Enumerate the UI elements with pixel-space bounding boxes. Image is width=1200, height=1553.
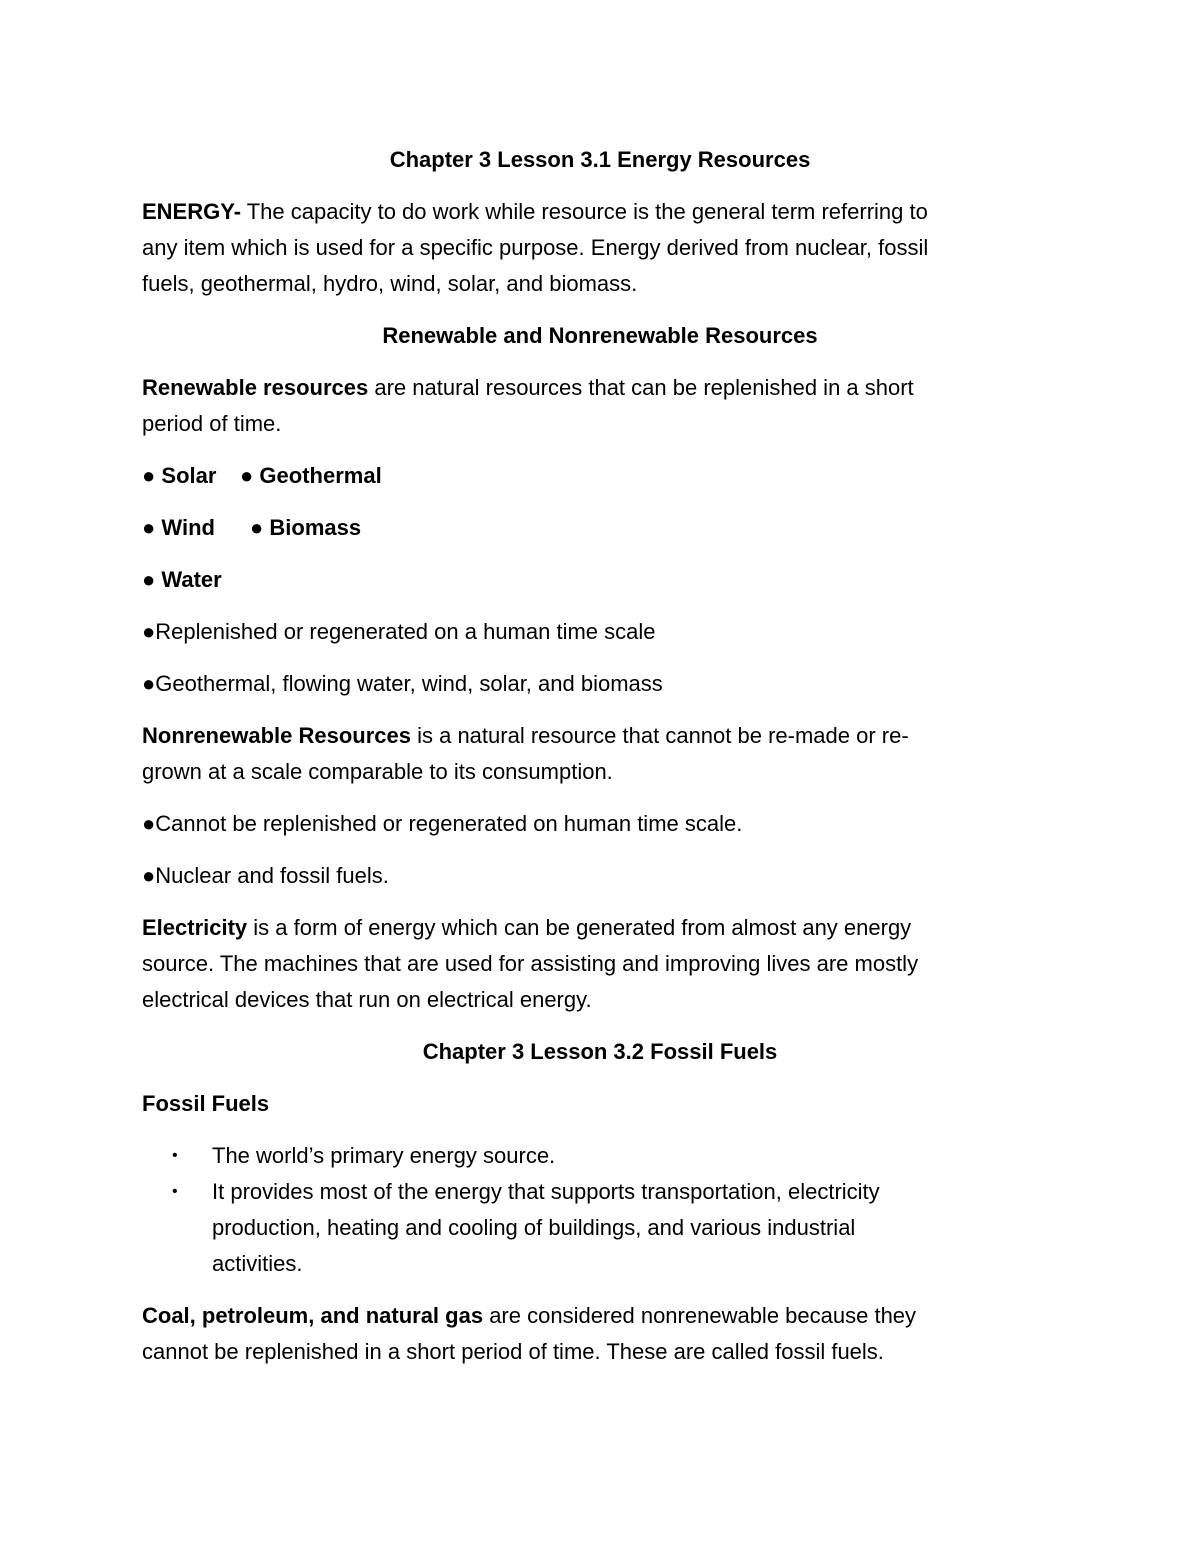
lesson2-title: Chapter 3 Lesson 3.2 Fossil Fuels <box>422 1039 778 1064</box>
nonrenewable-text-1: is a natural resource that cannot be re-made or re- <box>410 723 909 748</box>
coal-paragraph-line1 <box>142 1298 916 1334</box>
item-wind: Wind <box>161 515 215 540</box>
fossil-fuels-heading: Fossil Fuels <box>142 1091 270 1116</box>
item-biomass: Biomass <box>269 515 362 540</box>
energy-definition-line1 <box>142 194 928 230</box>
item-water: Water <box>161 567 222 592</box>
renewable-definition-line1 <box>142 370 914 406</box>
bullet-icon: ● <box>142 863 156 888</box>
item-geothermal: Geothermal <box>259 463 382 488</box>
renewable-nonrenewable-heading: Renewable and Nonrenewable Resources <box>382 323 818 348</box>
nonrenewable-term: Nonrenewable Resources <box>142 723 411 748</box>
bullet-icon: ● <box>142 671 156 696</box>
fossil-bullet-2-line2: production, heating and cooling of buildings, and various industrial <box>212 1215 856 1240</box>
energy-definition-line2: any item which is used for a specific purpose. Energy derived from nuclear, fossil <box>142 235 929 260</box>
energy-term: ENERGY- <box>142 199 242 224</box>
electricity-definition-line1 <box>142 910 911 946</box>
lesson1-title: Chapter 3 Lesson 3.1 Energy Resources <box>389 147 811 172</box>
bullet-icon: ● <box>142 463 156 488</box>
renewable-point-text: Geothermal, flowing water, wind, solar, and biomass <box>155 671 663 696</box>
nonrenewable-definition-line1 <box>142 718 909 754</box>
bullet-icon: • <box>172 1147 178 1164</box>
renewable-term: Renewable resources <box>142 375 369 400</box>
energy-text-1: The capacity to do work while resource is the general term referring to <box>241 199 928 224</box>
coal-text-1: are considered nonrenewable because they <box>483 1303 917 1328</box>
fossil-bullet-2-line3: activities. <box>212 1251 303 1276</box>
bullet-icon: ● <box>142 567 156 592</box>
item-solar: Solar <box>161 463 217 488</box>
renewable-items-row2-col2 <box>250 510 361 546</box>
renewable-items-row1 <box>142 458 216 494</box>
bullet-icon: ● <box>240 463 254 488</box>
fossil-bullet-2-text: It provides most of the energy that supports transportation, electricity <box>212 1179 880 1204</box>
fossil-bullet-1-text: The world’s primary energy source. <box>212 1143 556 1168</box>
nonrenewable-point-text: Cannot be replenished or regenerated on human time scale. <box>155 811 743 836</box>
renewable-definition-line2: period of time. <box>142 411 282 436</box>
bullet-icon: ● <box>250 515 264 540</box>
bullet-icon: ● <box>142 811 156 836</box>
electricity-term: Electricity <box>142 915 248 940</box>
energy-definition-line3: fuels, geothermal, hydro, wind, solar, and biomass. <box>142 271 638 296</box>
renewable-items-row1-col2 <box>240 458 382 494</box>
electricity-definition-line2: source. The machines that are used for assisting and improving lives are mostly <box>142 951 919 976</box>
coal-term: Coal, petroleum, and natural gas <box>142 1303 484 1328</box>
bullet-icon: • <box>172 1183 178 1200</box>
renewable-items-row3 <box>142 562 222 598</box>
renewable-point-2 <box>142 666 663 702</box>
nonrenewable-point-text: Nuclear and fossil fuels. <box>155 863 389 888</box>
bullet-icon: ● <box>142 619 156 644</box>
renewable-items-row2 <box>142 510 215 546</box>
nonrenewable-point-2 <box>142 858 389 894</box>
electricity-definition-line3: electrical devices that run on electrical energy. <box>142 987 592 1012</box>
renewable-point-1 <box>142 614 656 650</box>
coal-paragraph-line2: cannot be replenished in a short period of time. These are called fossil fuels. <box>142 1339 884 1364</box>
renewable-point-text: Replenished or regenerated on a human time scale <box>155 619 656 644</box>
renewable-text-1: are natural resources that can be replenished in a short <box>368 375 914 400</box>
bullet-icon: ● <box>142 515 156 540</box>
nonrenewable-definition-line2: grown at a scale comparable to its consumption. <box>142 759 613 784</box>
nonrenewable-point-1 <box>142 806 742 842</box>
electricity-text-1: is a form of energy which can be generated from almost any energy <box>247 915 912 940</box>
